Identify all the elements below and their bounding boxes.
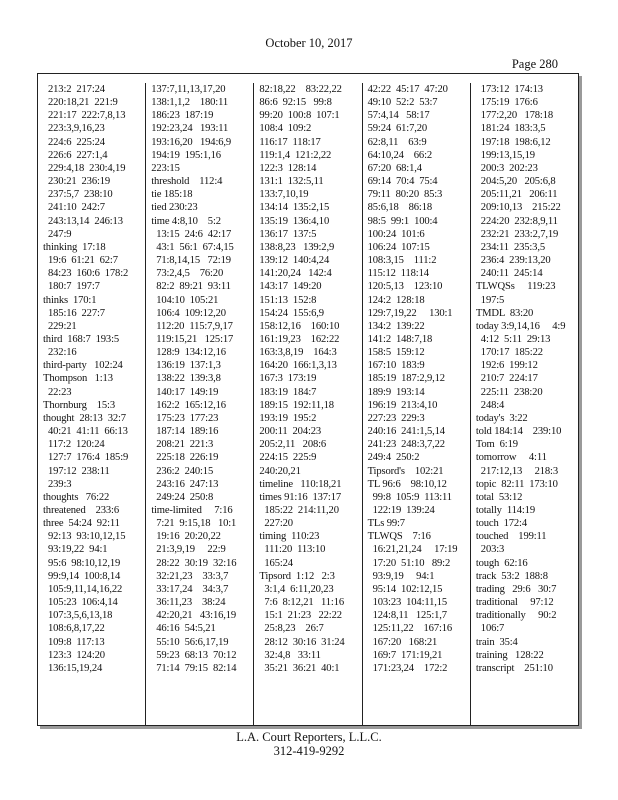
index-entry-line: 138:22 139:3,8 [151, 373, 221, 385]
index-column [38, 83, 145, 725]
index-entry-line: TLWQSs 119:23 [475, 281, 556, 293]
index-entry-line: 151:13 152:8 [259, 294, 317, 306]
index-entry-line: 116:17 118:17 [259, 136, 321, 148]
index-entry-line: 183:19 184:7 [259, 386, 317, 398]
index-entry-line: 86:6 92:15 99:8 [259, 97, 332, 109]
index-entry-line: tomorrow 4:11 [475, 452, 547, 464]
index-entry-line: 103:23 104:11,15 [367, 597, 448, 609]
word-index-columns [38, 74, 578, 725]
index-entry-line: 106:24 107:15 [367, 241, 430, 253]
index-entry-line: 203:3 [475, 544, 505, 556]
index-entry-line: 241:10 242:7 [43, 202, 105, 214]
index-entry-line: 42:20,21 43:16,19 [151, 610, 237, 622]
index-entry-line: 43:1 56:1 67:4,15 [151, 241, 234, 253]
index-entry-line: tied 230:23 [151, 202, 198, 214]
index-entry-line: 16:21,21,24 17:19 [367, 544, 458, 556]
index-column [253, 83, 361, 725]
index-entry-line: 57:4,14 58:17 [367, 110, 430, 122]
index-entry-line: 243:13,14 246:13 [43, 215, 123, 227]
index-entry-line: 55:10 56:6,17,19 [151, 636, 229, 648]
index-entry-line: 240:11 245:14 [475, 268, 543, 280]
index-entry-line: 109:8 117:13 [43, 636, 105, 648]
index-entry-line: 67:20 68:1,4 [367, 162, 422, 174]
index-entry-line: 22:23 [43, 386, 72, 398]
index-entry-line: 208:21 221:3 [151, 439, 214, 451]
index-entry-line: today 3:9,14,16 4:9 [475, 320, 566, 332]
index-entry-line: Tom 6:19 [475, 439, 518, 451]
index-entry-line: 180:7 197:7 [43, 281, 100, 293]
index-entry-line: 167:20 168:21 [367, 636, 438, 648]
index-entry-line: 247:9 [43, 228, 72, 240]
index-entry-line: 248:4 [475, 399, 505, 411]
index-entry-line: 192:23,24 193:11 [151, 123, 229, 135]
index-entry-line: 134:14 135:2,15 [259, 202, 330, 214]
index-entry-line: 221:17 222:7,8,13 [43, 110, 126, 122]
index-entry-line: 93:19,22 94:1 [43, 544, 108, 556]
index-entry-line: 49:10 52:2 53:7 [367, 97, 438, 109]
index-entry-line: 227:20 [259, 518, 293, 530]
index-entry-line: total 53:12 [475, 491, 523, 503]
index-entry-line: 120:5,13 123:10 [367, 281, 443, 293]
index-entry-line: 46:16 54:5,21 [151, 623, 216, 635]
index-entry-line: 163:3,8,19 164:3 [259, 347, 337, 359]
index-entry-line: 108:6,8,17,22 [43, 623, 105, 635]
index-entry-line: 249:24 250:8 [151, 491, 214, 503]
index-entry-line: 193:16,20 194:6,9 [151, 136, 232, 148]
index-entry-line: 185:22 214:11,20 [259, 505, 339, 516]
index-entry-line: 234:11 235:3,5 [475, 241, 545, 253]
index-entry-line: 95:14 102:12,15 [367, 583, 443, 595]
index-entry-line: transcript 251:10 [475, 662, 553, 674]
index-entry-line: 7:6 8:12,21 11:16 [259, 597, 344, 609]
index-entry-line: 243:16 247:13 [151, 478, 219, 490]
index-entry-line: thought 28:13 32:7 [43, 412, 126, 424]
index-entry-line: 59:24 61:7,20 [367, 123, 428, 135]
index-entry-line: 229:21 [43, 320, 77, 332]
index-entry-line: 122:19 139:24 [367, 505, 435, 516]
index-entry-line: 82:18,22 83:22,22 [259, 84, 342, 95]
index-entry-line: 236:4 239:13,20 [475, 255, 551, 267]
index-entry-line: 135:19 136:4,10 [259, 215, 330, 227]
index-entry-line: training 128:22 [475, 649, 544, 661]
page-number: Page 280 [511, 57, 558, 71]
index-entry-line: 189:15 192:11,18 [259, 399, 334, 411]
index-entry-line: 226:6 227:1,4 [43, 149, 108, 161]
index-entry-line: 175:23 177:23 [151, 412, 219, 424]
index-entry-line: touched 199:11 [475, 531, 547, 543]
index-entry-line: 134:2 139:22 [367, 320, 425, 332]
index-entry-line: 99:8 105:9 113:11 [367, 491, 452, 503]
index-entry-line: 40:21 41:11 66:13 [43, 426, 128, 438]
index-entry-line: 141:2 148:7,18 [367, 333, 433, 345]
index-entry-line: 64:10,24 66:2 [367, 149, 433, 161]
index-entry-line: 197:18 198:6,12 [475, 136, 551, 148]
index-entry-line: 200:11 204:23 [259, 426, 322, 438]
footer-phone: 312-419-9292 [273, 744, 345, 758]
index-entry-line: threatened 233:6 [43, 505, 119, 516]
index-entry-line: timing 110:23 [259, 531, 320, 543]
index-entry-line: 124:2 128:18 [367, 294, 425, 306]
index-entry-line: 225:18 226:19 [151, 452, 219, 464]
index-entry-line: threshold 112:4 [151, 176, 223, 188]
index-entry-line: today's 3:22 [475, 412, 528, 424]
index-entry-line: 237:5,7 238:10 [43, 189, 113, 201]
index-entry-line: 141:20,24 142:4 [259, 268, 332, 280]
index-entry-line: 217:12,13 218:3 [475, 465, 559, 477]
index-entry-line: 95:6 98:10,12,19 [43, 557, 121, 569]
index-entry-line: 249:4 250:2 [367, 452, 420, 464]
index-entry-line: 119:15,21 125:17 [151, 333, 234, 345]
index-entry-line: 161:19,23 162:22 [259, 333, 340, 345]
index-entry-line: 4:12 5:11 29:13 [475, 333, 551, 345]
index-entry-line: 169:7 171:19,21 [367, 649, 443, 661]
index-entry-line: 223:3,9,16,23 [43, 123, 105, 135]
index-entry-line: 107:3,5,6,13,18 [43, 610, 113, 622]
index-entry-line: thinks 170:1 [43, 294, 97, 306]
index-entry-line: 105:9,11,14,16,22 [43, 583, 123, 595]
index-entry-line: 35:21 36:21 40:1 [259, 662, 340, 674]
index-entry-line: tough 62:16 [475, 557, 528, 569]
index-entry-line: 205:2,11 208:6 [259, 439, 327, 451]
index-entry-line: tie 185:18 [151, 189, 193, 201]
index-entry-line: 92:13 93:10,12,15 [43, 531, 126, 543]
index-entry-line: 112:20 115:7,9,17 [151, 320, 233, 332]
index-entry-line: 100:24 101:6 [367, 228, 425, 240]
index-entry-line: 36:11,23 38:24 [151, 597, 226, 609]
index-entry-line: 137:7,11,13,17,20 [151, 84, 226, 95]
index-entry-line: 108:4 109:2 [259, 123, 312, 135]
index-entry-line: 3:1,4 6:11,20,23 [259, 583, 334, 595]
index-column [470, 83, 578, 725]
index-entry-line: 69:14 70:4 75:4 [367, 176, 438, 188]
index-entry-line: 32:4,8 33:11 [259, 649, 321, 661]
index-entry-line: 213:2 217:24 [43, 84, 105, 95]
index-entry-line: TLs 99:7 [367, 518, 405, 530]
index-entry-line: 25:8,23 26:7 [259, 623, 324, 635]
index-entry-line: 79:11 80:20 85:3 [367, 189, 443, 201]
index-entry-line: 175:19 176:6 [475, 97, 538, 109]
index-entry-line: 239:3 [43, 478, 72, 490]
index-entry-line: 177:2,20 178:18 [475, 110, 554, 122]
index-entry-line: 85:6,18 86:18 [367, 202, 433, 214]
index-entry-line: told 184:14 239:10 [475, 426, 562, 438]
index-entry-line: 124:8,11 125:1,7 [367, 610, 447, 622]
index-entry-line: third 168:7 193:5 [43, 333, 120, 345]
index-entry-line: 138:8,23 139:2,9 [259, 241, 335, 253]
index-entry-line: TMDL 83:20 [475, 307, 534, 319]
word-index-box [37, 73, 579, 726]
index-entry-line: touch 172:4 [475, 518, 527, 530]
index-entry-line: 197:5 [475, 294, 505, 306]
index-entry-line: 200:3 202:23 [475, 162, 538, 174]
index-entry-line: 82:2 89:21 93:11 [151, 281, 231, 293]
index-entry-line: TL 96:6 98:10,12 [367, 478, 447, 490]
index-entry-line: 227:23 229:3 [367, 412, 425, 424]
index-entry-line: 210:7 224:17 [475, 373, 538, 385]
index-entry-line: 136:15,19,24 [43, 662, 103, 674]
index-entry-line: TLWQS 7:16 [367, 531, 431, 543]
index-entry-line: traditional 97:12 [475, 597, 554, 609]
index-entry-line: 154:24 155:6,9 [259, 307, 324, 319]
index-entry-line: Tipsord 1:12 2:3 [259, 570, 335, 582]
index-entry-line: 170:17 185:22 [475, 347, 543, 359]
transcript-date: October 10, 2017 [265, 36, 353, 50]
index-entry-line: 187:14 189:16 [151, 426, 219, 438]
index-entry-line: 240:20,21 [259, 465, 301, 477]
index-entry-line: 129:7,19,22 130:1 [367, 307, 453, 319]
index-entry-line: 19:16 20:20,22 [151, 531, 221, 543]
index-entry-line: 71:14 79:15 82:14 [151, 662, 237, 674]
index-entry-line: 62:8,11 63:9 [367, 136, 427, 148]
index-entry-line: 59:23 68:13 70:12 [151, 649, 237, 661]
index-entry-line: 140:17 149:19 [151, 386, 219, 398]
index-entry-line: 93:9,19 94:1 [367, 570, 435, 582]
index-entry-line: 71:8,14,15 72:19 [151, 255, 231, 267]
index-entry-line: 204:5,20 205:6,8 [475, 176, 556, 188]
index-entry-line: 186:23 187:19 [151, 110, 214, 122]
index-entry-line: time-limited 7:16 [151, 505, 233, 516]
index-entry-line: 240:16 241:1,5,14 [367, 426, 445, 438]
index-entry-line: 122:3 128:14 [259, 162, 317, 174]
index-entry-line: 189:9 193:14 [367, 386, 425, 398]
index-entry-line: 125:11,22 167:16 [367, 623, 453, 635]
index-entry-line: 136:19 137:1,3 [151, 360, 221, 372]
index-entry-line: 185:16 227:7 [43, 307, 105, 319]
index-entry-line: thinking 17:18 [43, 241, 106, 253]
index-entry-line: 197:12 238:11 [43, 465, 110, 477]
index-entry-line: 123:3 124:20 [43, 649, 105, 661]
index-entry-line: 158:12,16 160:10 [259, 320, 340, 332]
index-entry-line: trading 29:6 30:7 [475, 583, 557, 595]
index-entry-line: 167:10 183:9 [367, 360, 425, 372]
index-entry-line: 21:3,9,19 22:9 [151, 544, 226, 556]
index-entry-line: 181:24 183:3,5 [475, 123, 546, 135]
index-entry-line: 117:2 120:24 [43, 439, 105, 451]
index-entry-line: 173:12 174:13 [475, 84, 543, 95]
index-column [145, 83, 253, 725]
index-entry-line: 32:21,23 33:3,7 [151, 570, 229, 582]
index-entry-line: three 54:24 92:11 [43, 518, 120, 530]
index-column [362, 83, 470, 725]
index-entry-line: 230:21 236:19 [43, 176, 111, 188]
index-entry-line: 158:5 159:12 [367, 347, 425, 359]
index-entry-line: 229:4,18 230:4,19 [43, 162, 126, 174]
index-entry-line: 223:15 [151, 162, 180, 174]
index-entry-line: 193:19 195:2 [259, 412, 317, 424]
index-entry-line: 106:7 [475, 623, 505, 635]
index-entry-line: topic 82:11 173:10 [475, 478, 558, 490]
index-entry-line: 224:20 232:8,9,11 [475, 215, 558, 227]
index-entry-line: 131:1 132:5,11 [259, 176, 324, 188]
index-entry-line: 139:12 140:4,24 [259, 255, 330, 267]
index-entry-line: totally 114:19 [475, 505, 535, 516]
index-entry-line: 19:6 61:21 62:7 [43, 255, 118, 267]
index-entry-line: traditionally 90:2 [475, 610, 557, 622]
index-entry-line: Thornburg 15:3 [43, 399, 115, 411]
index-entry-line: 138:1,1,2 180:11 [151, 97, 229, 109]
index-entry-line: 185:19 187:2,9,12 [367, 373, 445, 385]
index-entry-line: 165:24 [259, 557, 293, 569]
index-entry-line: 128:9 134:12,16 [151, 347, 226, 359]
index-entry-line: 28:12 30:16 31:24 [259, 636, 345, 648]
index-entry-line: timeline 110:18,21 [259, 478, 342, 490]
index-entry-line: 164:20 166:1,3,13 [259, 360, 337, 372]
index-entry-line: 119:1,4 121:2,22 [259, 149, 332, 161]
index-entry-line: 136:17 137:5 [259, 228, 317, 240]
footer [0, 730, 618, 758]
index-entry-line: 209:10,13 215:22 [475, 202, 561, 214]
index-entry-line: 15:1 21:23 22:22 [259, 610, 342, 622]
index-entry-line: Thompson 1:13 [43, 373, 113, 385]
index-entry-line: 17:20 51:10 89:2 [367, 557, 451, 569]
index-entry-line: 241:23 248:3,7,22 [367, 439, 445, 451]
index-entry-line: 111:20 113:10 [259, 544, 326, 556]
index-entry-line: train 35:4 [475, 636, 518, 648]
index-entry-line: 7:21 9:15,18 10:1 [151, 518, 237, 530]
index-entry-line: 13:15 24:6 42:17 [151, 228, 232, 240]
index-entry-line: 194:19 195:1,16 [151, 149, 221, 161]
index-entry-line: 33:17,24 34:3,7 [151, 583, 229, 595]
index-entry-line: third-party 102:24 [43, 360, 123, 372]
index-entry-line: 205:11,21 206:11 [475, 189, 558, 201]
index-entry-line: times 91:16 137:17 [259, 491, 342, 503]
index-entry-line: 133:7,10,19 [259, 189, 309, 201]
index-entry-line: 98:5 99:1 100:4 [367, 215, 438, 227]
index-entry-line: 224:6 225:24 [43, 136, 105, 148]
index-entry-line: 73:2,4,5 76:20 [151, 268, 224, 280]
index-entry-line: track 53:2 188:8 [475, 570, 548, 582]
footer-company: L.A. Court Reporters, L.L.C. [236, 730, 382, 744]
index-entry-line: 108:3,15 111:2 [367, 255, 437, 267]
index-entry-line: 236:2 240:15 [151, 465, 214, 477]
index-entry-line: 167:3 173:19 [259, 373, 317, 385]
index-entry-line: 104:10 105:21 [151, 294, 219, 306]
index-entry-line: 171:23,24 172:2 [367, 662, 448, 674]
index-entry-line: 115:12 118:14 [367, 268, 429, 280]
index-entry-line: 99:9,14 100:8,14 [43, 570, 121, 582]
index-entry-line: 199:13,15,19 [475, 149, 535, 161]
index-entry-line: 84:23 160:6 178:2 [43, 268, 129, 280]
index-entry-line: 99:20 100:8 107:1 [259, 110, 340, 122]
index-entry-line: Tipsord's 102:21 [367, 465, 444, 477]
index-entry-line: 162:2 165:12,16 [151, 399, 226, 411]
index-entry-line: 143:17 149:20 [259, 281, 322, 293]
index-entry-line: 192:6 199:12 [475, 360, 538, 372]
index-entry-line: 232:16 [43, 347, 77, 359]
index-entry-line: 105:23 106:4,14 [43, 597, 118, 609]
index-entry-line: 106:4 109:12,20 [151, 307, 226, 319]
index-entry-line: 224:15 225:9 [259, 452, 317, 464]
index-entry-line: thoughts 76:22 [43, 491, 110, 503]
index-entry-line: 220:18,21 221:9 [43, 97, 118, 109]
index-entry-line: 127:7 176:4 185:9 [43, 452, 129, 464]
index-entry-line: 225:11 238:20 [475, 386, 543, 398]
index-entry-line: time 4:8,10 5:2 [151, 215, 221, 227]
index-entry-line: 232:21 233:2,7,19 [475, 228, 559, 240]
index-entry-line: 42:22 45:17 47:20 [367, 84, 448, 95]
index-entry-line: 196:19 213:4,10 [367, 399, 438, 411]
index-entry-line: 28:22 30:19 32:16 [151, 557, 237, 569]
